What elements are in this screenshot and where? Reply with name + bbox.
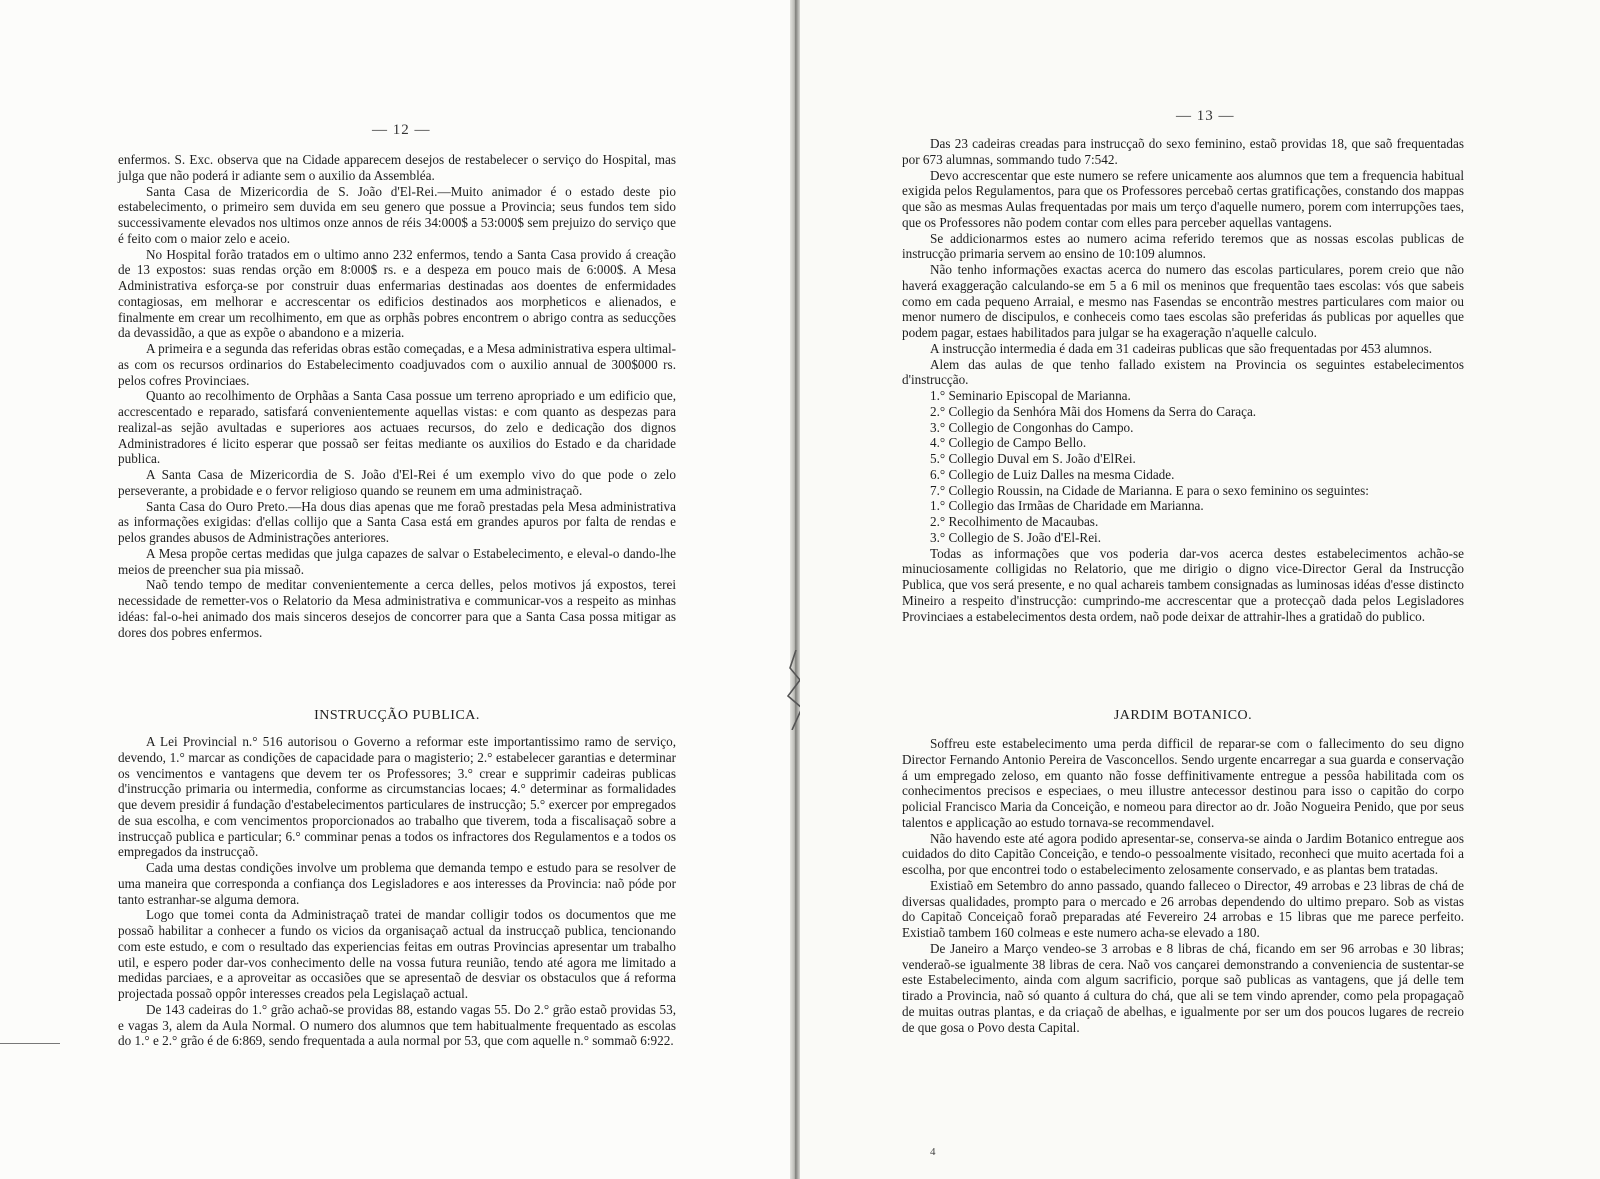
paragraph: Devo accrescentar que este numero se refere unicamente aos alumnos que tem a frequencia habitual exigida pelos Regulamentos, para que os Professores percebaõ certas gratificações, constando dos mappas que são as mesmas Aulas frequentadas por mais um terço d'aquelle numero, porem com interrupções taes, que os Professores não podem contar com elles para perceber aquellas vantagens.: [902, 167, 1464, 230]
paragraph: Alem das aulas de que tenho fallado existem na Provincia os seguintes estabelecimentos d'instrucção.: [902, 356, 1464, 388]
paragraph: Se addicionarmos estes ao numero acima referido teremos que as nossas escolas publicas de instrucção primaria servem ao ensino de 10:109 alumnos.: [902, 230, 1464, 262]
list-item: 7.° Collegio Roussin, na Cidade de Marianna. E para o sexo feminino os seguintes:: [930, 482, 1369, 498]
list-item: 1.° Seminario Episcopal de Marianna.: [930, 388, 1131, 403]
paragraph: No Hospital forão tratados em o ultimo anno 232 enfermos, tendo a Santa Casa provido á creação de 13 expostos: suas rendas orção em 8:000$ rs. e a despeza em pouco mais de 6:000$. A Mesa Administrativa esforça-se por construir duas enfermarias destinadas aos doentes de enfermidades contagiosas, em melhorar e accrescentar os edificios destinados aos morpheticos e alienados, e finalmente em crear um recolhimento, em que as orphãs pobres encontrem o abrigo contra as seducções da devassidão, a que as expõe o abandono e a mizeria.: [118, 246, 676, 341]
paragraph: Existiaõ em Setembro do anno passado, quando falleceo o Director, 49 arrobas e 23 libras de chá de diversas qualidades, prompto para o mercado e 26 arrobas dependendo do ultimo preparo. Sob as vistas do Capitaõ Conceiçaõ foraõ preparadas até Fevereiro 24 arrobas e 15 libras que me parece perfeito. Existiaõ tambem 160 colmeas e este numero acha-se elevado a 180.: [902, 877, 1464, 940]
paragraph: Não tenho informações exactas acerca do numero das escolas particulares, porem creio que não haverá exaggeração calculando-se em 5 a 6 mil os meninos que frequentão taes escolas: vós que sabeis como em cada pequeno Arraial, e mesmo nas Fasendas se encontrão mestres particulares com maior ou menor numero de discipulos, e conheceis como taes escolas são preferidas ás publicas por aquelles que podem pagar, estaes habilitados para julgar se ha exageração n'aquelle calculo.: [902, 262, 1464, 340]
book-spine: [790, 0, 800, 1179]
paragraph: A Santa Casa de Mizericordia de S. João d'El-Rei é um exemplo vivo do que pode o zelo perseverante, a probidade e o fervor religioso quando se reunem em uma administraçaõ.: [118, 467, 676, 498]
list-item: 1.° Collegio das Irmãas de Charidade em Marianna.: [930, 498, 1204, 514]
paragraph: Logo que tomei conta da Administraçaõ tratei de mandar colligir todos os documentos que me possaõ habilitar a conhecer a fundo os vicios da organisaçaõ actual da instrucçaõ publica, tencionando com este estudo, e com o resultado das experiencias feitas em outras Provincias apresentar um trabalho util, e espero poder dar-vos conhecimento delle na vossa futura reunião, tendo até agora me limitado a medidas parciaes, e a aproveitar as occasiões que se apresentaõ de desviar os obstaculos que á reforma projectada possaõ oppôr interesses creados pela Legislaçaõ actual.: [118, 907, 676, 1001]
paragraph: De 143 cadeiras do 1.° grão achaõ-se providas 88, estando vagas 55. Do 2.° grão estaõ providas 53, e vagas 3, alem da Aula Normal. O numero dos alumnos que tem habitualmente frequentado as escolas do 1.° e 2.° grão é de 6:869, sendo frequentada a aula normal por 53, que com aquelle n.° sommaõ 6:922.: [118, 1001, 676, 1049]
list-item: 3.° Collegio de S. João d'El-Rei.: [930, 529, 1102, 545]
list-item: 3.° Collegio de Congonhas do Campo.: [930, 419, 1134, 435]
paragraph: A primeira e a segunda das referidas obras estão começadas, e a Mesa administrativa espera ultimal-as com os recursos ordinarios do Estabelecimento coadjuvados com o auxilio annual de 300$000 rs. pelos cofres Provinciaes.: [118, 341, 676, 388]
right-page: [800, 0, 1600, 1179]
paragraph: enfermos. S. Exc. observa que na Cidade apparecem desejos de restabelecer o serviço do Hospital, mas julga que não poderá ir adiante sem o auxilio da Assembléa.: [118, 152, 676, 183]
left-text-bottom: [118, 734, 676, 1049]
section-heading-instrucao-publica: INSTRUCÇÃO PUBLICA.: [314, 708, 480, 723]
list-item: 6.° Collegio de Luiz Dalles na mesma Cidade.: [930, 466, 1175, 482]
right-text-top: [902, 136, 1464, 624]
paragraph: Quanto ao recolhimento de Orphãas a Santa Casa possue um terreno apropriado e um edificio que, accrescentado e reparado, satisfará convenientemente aquellas vistas: e com quanto as despezas para realizal-as sejão avultadas e superiores aos actuaes recursos, do zelo e dedicação dos dignos Administradores é licito esperar que possaõ ser feitas mediante os auxilios do Estado e da charidade publica.: [118, 388, 676, 467]
paragraph: De Janeiro a Março vendeo-se 3 arrobas e 8 libras de chá, ficando em ser 96 arrobas e 30 libras; venderaõ-se igualmente 38 libras de cera. Naõ vos cançarei demonstrando a conveniencia de sustentar-se este Estabelecimento, ainda com algum sacrificio, porque saõ publicas as vantagens, que já delle tem tirado a Provincia, naõ só quanto á cultura do chá, que ali se tem vindo aprender, como pela propagaçaõ de muitas outras plantas, e da criaçaõ de abelhas, e igualmente por ser um dos poucos lugares de recreio de que gosa o Povo desta Capital.: [902, 940, 1464, 1035]
list-item: 4.° Collegio de Campo Bello.: [930, 435, 1087, 451]
page-number-left: — 12 —: [372, 122, 431, 138]
paragraph: A Lei Provincial n.° 516 autorisou o Governo a reformar este importantissimo ramo de serviço, devendo, 1.° marcar as condições de capacidade para o magisterio; 2.° estabelecer garantias e determinar os vencimentos e vantagens que devem ter os Professores; 3.° crear e supprimir cadeiras publicas d'instrucção primaria ou intermedia, conforme as circumstancias locaes; 4.° determinar as formalidades que devem presidir á fundação d'estabelecimentos particulares de instrucção; 5.° exercer por empregados de sua escolha, e com vencimentos proporcionados ao trabalho que tiverem, toda a fiscalisaçaõ sobre a instrucçaõ publica e particular; 6.° comminar penas a todos os infractores dos Regulamentos e a todos os empregados da instrucçaõ.: [118, 734, 676, 860]
paragraph: Soffreu este estabelecimento uma perda difficil de reparar-se com o fallecimento do seu digno Director Fernando Antonio Pereira de Vasconcellos. Sendo urgente encarregar a sua guarda e conservação á um empregado zeloso, em quanto não fosse deffinitivamente entregue a pessôa habilitada com os conhecimentos precisos e especiaes, o meu illustre antecessor destinou para isso o capitão do corpo policial Francisco Maria da Conceição, e nomeou para director ao dr. João Nogueira Penido, que por seus talentos e applicação ao estudo tornava-se recommendavel.: [902, 736, 1464, 830]
left-page: [0, 0, 790, 1179]
paragraph: Naõ tendo tempo de meditar convenientemente a cerca delles, pelos motivos já expostos, terei necessidade de remetter-vos o Relatorio da Mesa administrativa e communicar-vos a respeito as minhas idéas: fal-o-hei animado dos mais sinceros desejos de concorrer para que a Santa Casa possa mitigar as dores dos pobres enfermos.: [118, 577, 676, 640]
list-item: 2.° Collegio da Senhóra Mãi dos Homens da Serra do Caraça.: [930, 403, 1257, 419]
paragraph: Todas as informações que vos poderia dar-vos acerca destes estabelecimentos achão-se minuciosamente colligidas no Relatorio, que me dirigio o digno vice-Director Geral da Instrucção Publica, que vos será presente, e no qual achareis tambem consignadas as luminosas idéas d'esse distincto Mineiro a respeito d'instrucção: cumprindo-me accrescentar que a protecçaõ dada pelos Legisladores Provinciaes a estabelecimentos desta ordem, naõ pode deixar de attrahir-lhes a gratidaõ do publico.: [902, 545, 1464, 624]
section-heading-jardim-botanico: JARDIM BOTANICO.: [1113, 708, 1253, 723]
paragraph: Santa Casa do Ouro Preto.—Ha dous dias apenas que me foraõ prestadas pela Mesa administrativa as informações exigidas: d'ellas collijo que a Santa Casa está em grandes apuros por falta de rendas e pelos grandes abusos de Administrações anteriores.: [118, 498, 676, 545]
list-item: 5.° Collegio Duval em S. João d'ElRei.: [930, 451, 1136, 466]
paragraph: Cada uma destas condições involve um problema que demanda tempo e estudo para se resolver de uma maneira que corresponda a confiança dos Legisladores e aos interesses da Provincia: naõ póde por tanto estranhar-se alguma demora.: [118, 860, 676, 907]
paragraph: A instrucção intermedia é dada em 31 cadeiras publicas que são frequentadas por 453 alumnos.: [930, 340, 1433, 356]
paragraph: Não havendo este até agora podido apresentar-se, conserva-se ainda o Jardim Botanico entregue aos cuidados do dito Capitão Conceição, e tendo-o pessoalmente visitado, reconheci que muito acertada foi a escolha, por que encontrei todo o estabelecimento zelosamente conservado, e as plantas bem tratadas.: [902, 830, 1464, 877]
paragraph: Santa Casa de Mizericordia de S. João d'El-Rei.—Muito animador é o estado deste pio estabelecimento, o primeiro sem duvida em seu genero que possue a Provincia; seus fundos tem sido successivamente elevados nos ultimos onze annos de réis 34:000$ a 53:000$ sem prejuizo do serviço que é feito com o maior zelo e aceio.: [118, 183, 676, 246]
scan-mark: [0, 1043, 60, 1044]
signature-mark: 4: [930, 1146, 936, 1158]
list-item: 2.° Recolhimento de Macaubas.: [930, 514, 1099, 529]
left-text-top: [118, 152, 676, 640]
page-number-right: — 13 —: [1176, 108, 1235, 124]
right-text-bottom: [902, 736, 1464, 1035]
paragraph: Das 23 cadeiras creadas para instrucçaõ do sexo feminino, estaõ providas 18, que saõ frequentadas por 673 alumnas, sommando tudo 7:542.: [902, 136, 1464, 167]
paragraph: A Mesa propõe certas medidas que julga capazes de salvar o Estabelecimento, e eleval-o dando-lhe meios de preencher sua pia missaõ.: [118, 545, 676, 577]
